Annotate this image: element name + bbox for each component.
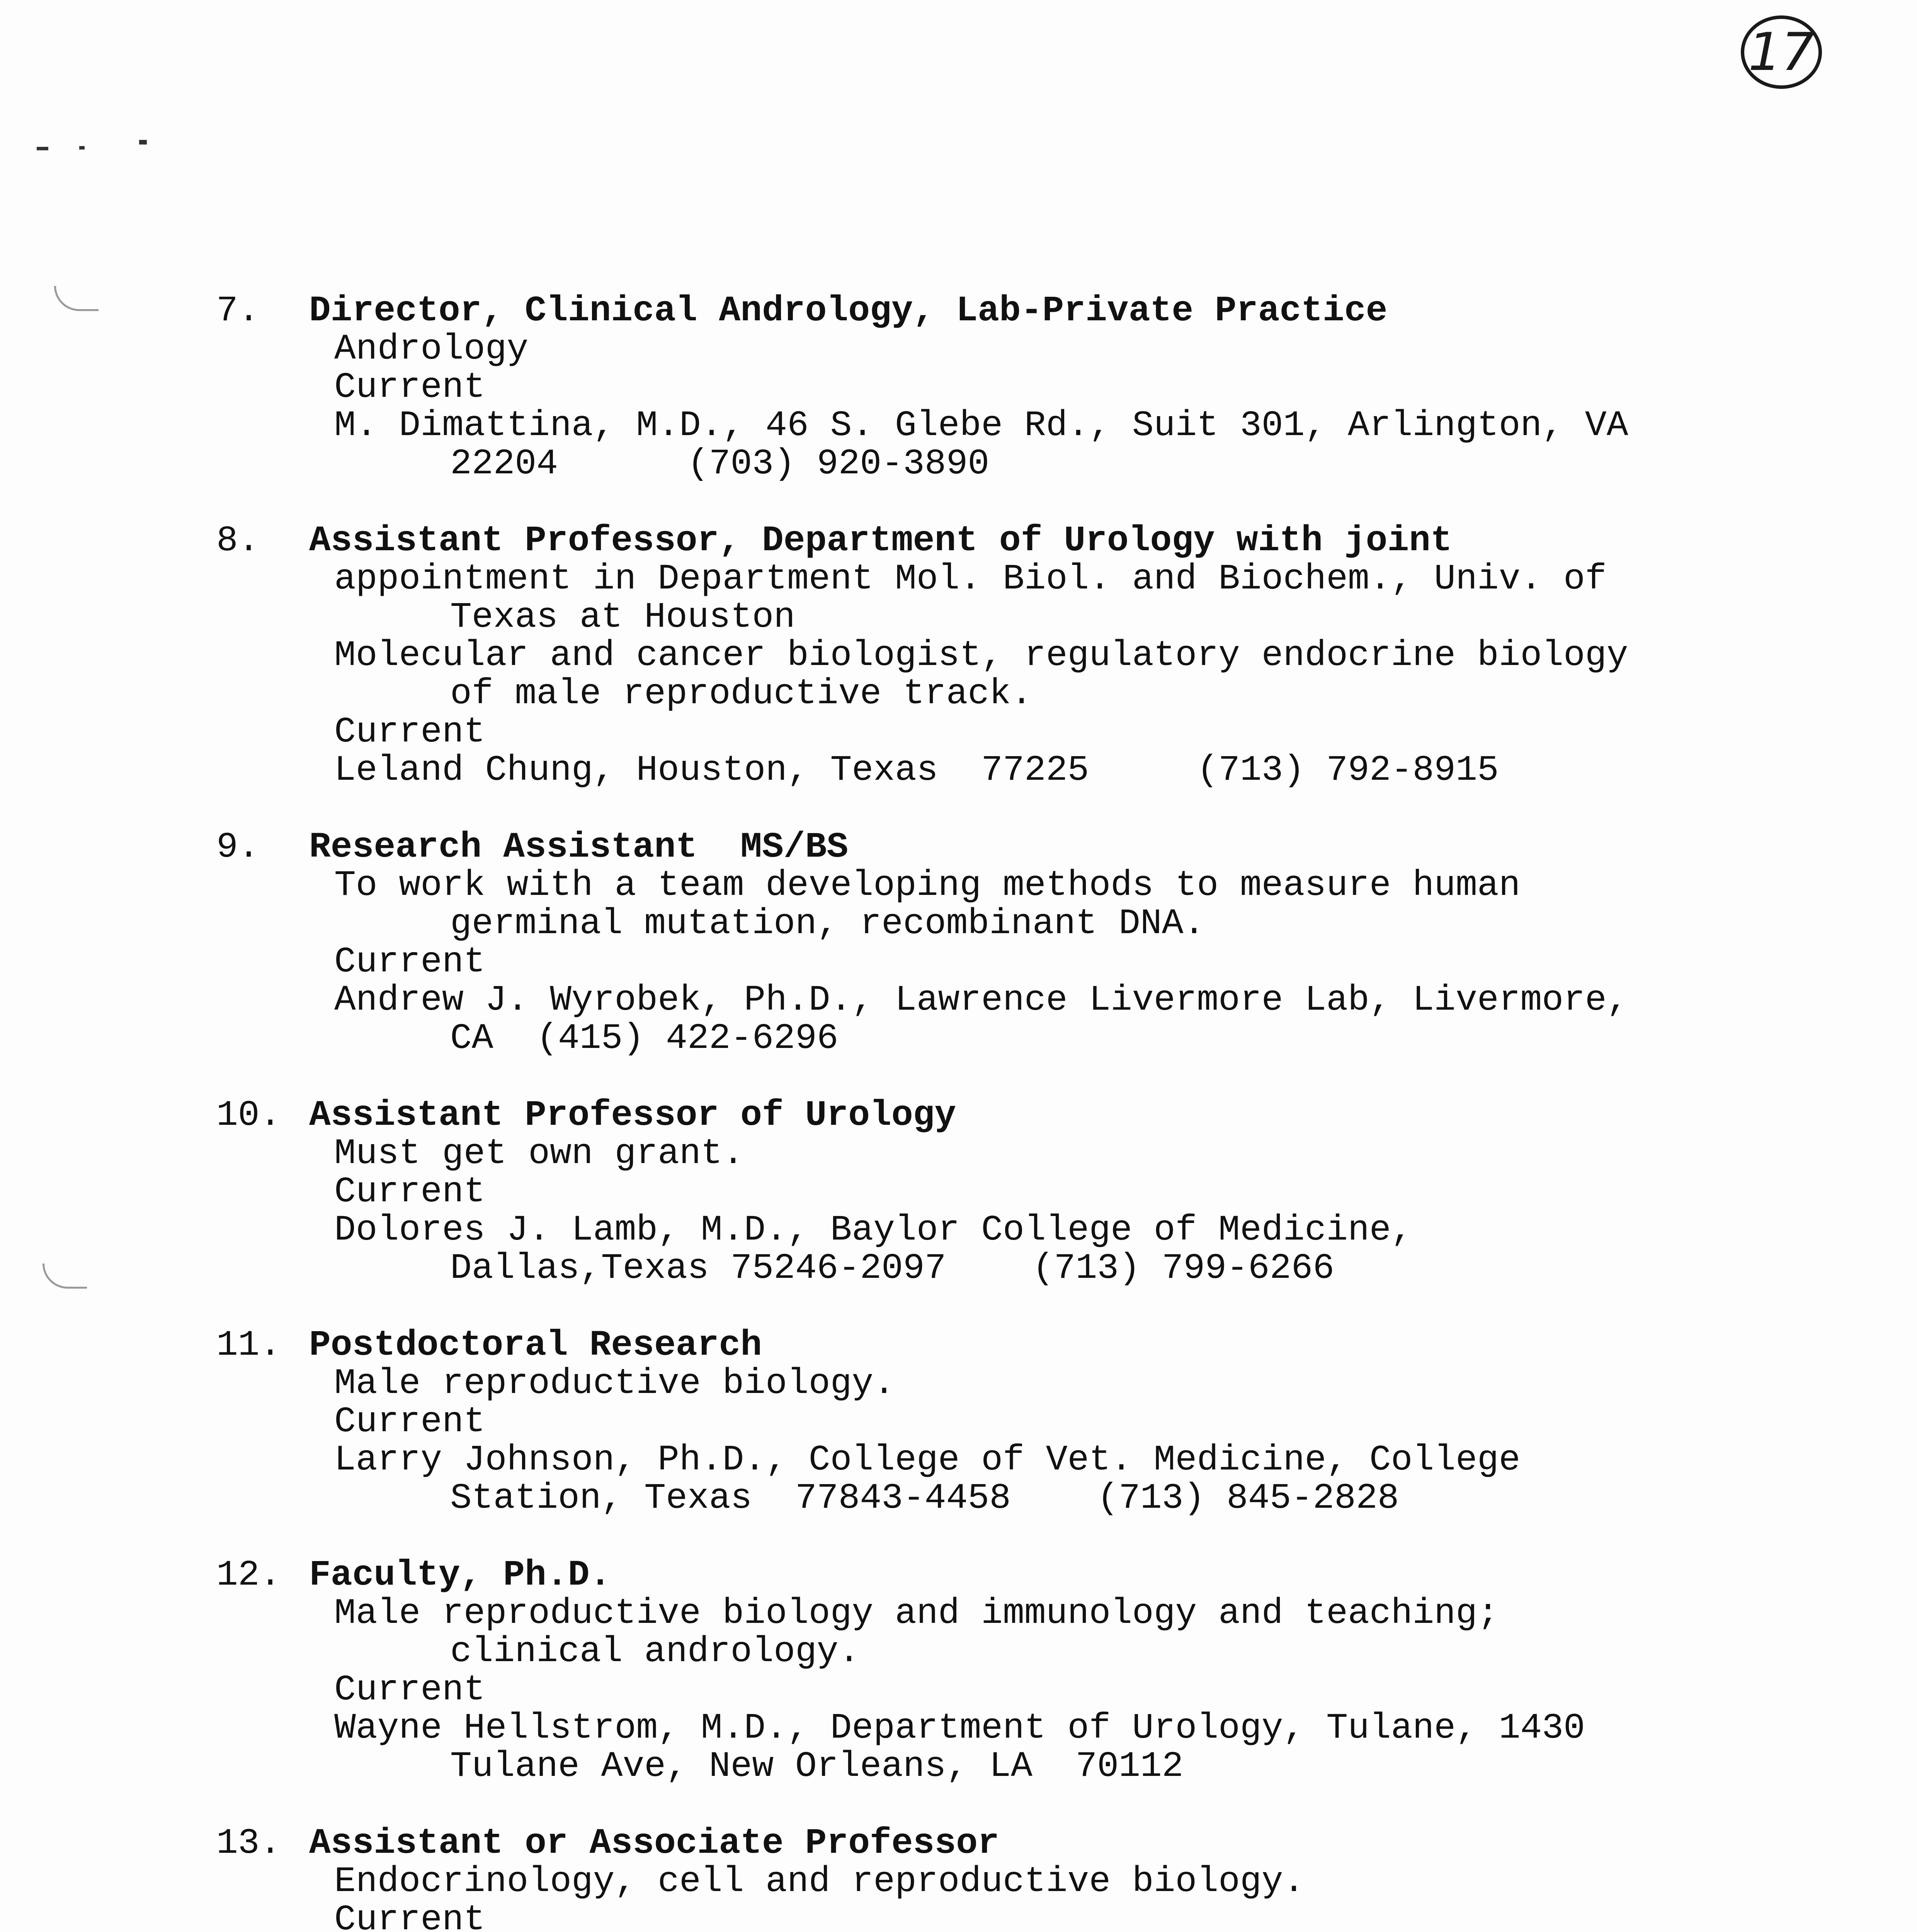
list-item xyxy=(216,522,1762,789)
entry-detail-line: Current xyxy=(334,712,485,752)
entry-detail-line: Male reproductive biology. xyxy=(334,1363,895,1404)
entry-title: Postdoctoral Research xyxy=(309,1325,762,1366)
entry-detail-line: M. Dimattina, M.D., 46 S. Glebe Rd., Suit 301, Arlington, VA xyxy=(334,405,1628,446)
entry-number: 7. xyxy=(216,291,260,331)
entry-detail-line: Andrology xyxy=(334,329,529,369)
entry-title: Assistant or Associate Professor xyxy=(309,1823,999,1864)
scan-mark xyxy=(79,146,85,150)
entry-detail-line: of male reproductive track. xyxy=(450,673,1032,714)
entry-detail-line: Current xyxy=(334,1670,485,1710)
entry-detail-line: Current xyxy=(334,367,485,408)
entry-detail-line: CA (415) 422-6296 xyxy=(450,1018,839,1059)
entry-detail-line: Larry Johnson, Ph.D., College of Vet. Medicine, College xyxy=(334,1440,1521,1480)
list-item xyxy=(216,292,1762,483)
entry-detail-line: Tulane Ave, New Orleans, LA 70112 xyxy=(450,1746,1184,1787)
entry-detail-line: Texas at Houston xyxy=(450,597,795,638)
entry-detail-line: Current xyxy=(334,1401,485,1442)
entry-title: Assistant Professor of Urology xyxy=(309,1095,956,1136)
entry-number: 8. xyxy=(216,520,260,561)
scan-mark xyxy=(139,140,147,145)
list-item xyxy=(216,828,1762,1058)
entry-title: Assistant Professor, Department of Urology with joint xyxy=(309,520,1452,561)
entry-detail-line: Current xyxy=(334,942,485,982)
entry-detail-line: germinal mutation, recombinant DNA. xyxy=(450,903,1205,944)
entry-detail-line: Molecular and cancer biologist, regulatory endocrine biology xyxy=(334,635,1628,676)
entry-detail-line: 22204 (703) 920-3890 xyxy=(450,444,990,484)
entry-detail-line: appointment in Department Mol. Biol. and Biochem., Univ. of xyxy=(334,559,1607,599)
entry-title: Director, Clinical Andrology, Lab-Private Practice xyxy=(309,291,1388,331)
list-item xyxy=(216,1824,1762,1932)
entry-detail-line: Wayne Hellstrom, M.D., Department of Urology, Tulane, 1430 xyxy=(334,1708,1585,1748)
entry-detail-line: Leland Chung, Houston, Texas 77225 (713) 792-8915 xyxy=(334,750,1499,791)
punch-hole-mark xyxy=(54,286,99,311)
entry-detail-line: Dolores J. Lamb, M.D., Baylor College of Medicine, xyxy=(334,1210,1413,1250)
handwritten-page-number: 17 xyxy=(1741,15,1822,89)
entry-detail-line: Dallas,Texas 75246-2097 (713) 799-6266 xyxy=(450,1248,1335,1289)
punch-hole-mark xyxy=(43,1264,87,1289)
entry-number: 13. xyxy=(216,1823,281,1864)
entry-detail-line: Endocrinology, cell and reproductive biology. xyxy=(334,1861,1305,1902)
entry-number: 10. xyxy=(216,1095,281,1136)
entry-title: Research Assistant MS/BS xyxy=(309,827,849,867)
entry-detail-line: Andrew J. Wyrobek, Ph.D., Lawrence Livermore Lab, Livermore, xyxy=(334,980,1628,1020)
entry-detail-line: Station, Texas 77843-4458 (713) 845-2828 xyxy=(450,1478,1399,1519)
entry-detail-line: Male reproductive biology and immunology and teaching; xyxy=(334,1593,1499,1634)
entry-detail-line: To work with a team developing methods to measure human xyxy=(334,865,1521,906)
position-list xyxy=(216,292,1762,1932)
entry-number: 12. xyxy=(216,1555,281,1595)
scan-mark xyxy=(37,147,48,150)
list-item xyxy=(216,1096,1762,1287)
entry-number: 9. xyxy=(216,827,260,867)
list-item xyxy=(216,1556,1762,1786)
entry-detail-line: Current xyxy=(334,1172,485,1212)
entry-detail-line: Must get own grant. xyxy=(334,1133,744,1174)
entry-detail-line: Current xyxy=(334,1900,485,1932)
entry-title: Faculty, Ph.D. xyxy=(309,1555,611,1595)
entry-number: 11. xyxy=(216,1325,281,1366)
list-item xyxy=(216,1326,1762,1517)
entry-detail-line: clinical andrology. xyxy=(450,1631,860,1672)
